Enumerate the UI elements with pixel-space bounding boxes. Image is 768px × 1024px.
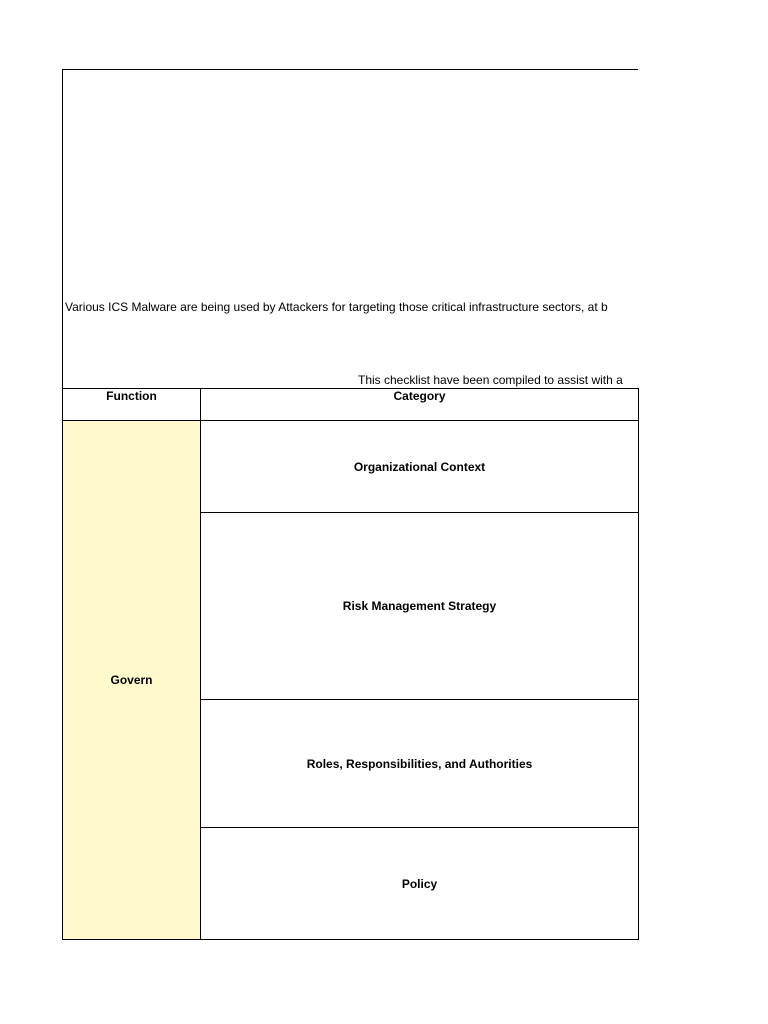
checklist-table <box>62 388 639 940</box>
category-cell: Risk Management Strategy <box>201 513 639 700</box>
checklist-intro-text: This checklist have been compiled to assist with a <box>358 373 623 387</box>
category-cell: Roles, Responsibilities, and Authorities <box>201 700 639 828</box>
category-cell: Policy <box>201 828 639 940</box>
table-row <box>63 421 639 513</box>
function-cell-govern: Govern <box>63 421 201 940</box>
category-header: Category <box>201 389 639 421</box>
malware-intro-text: Various ICS Malware are being used by Attackers for targeting those critical infrastructure sectors, at b <box>65 300 608 314</box>
intro-box <box>62 69 638 388</box>
category-cell: Organizational Context <box>201 421 639 513</box>
function-header: Function <box>63 389 201 421</box>
table-header-row <box>63 389 639 421</box>
